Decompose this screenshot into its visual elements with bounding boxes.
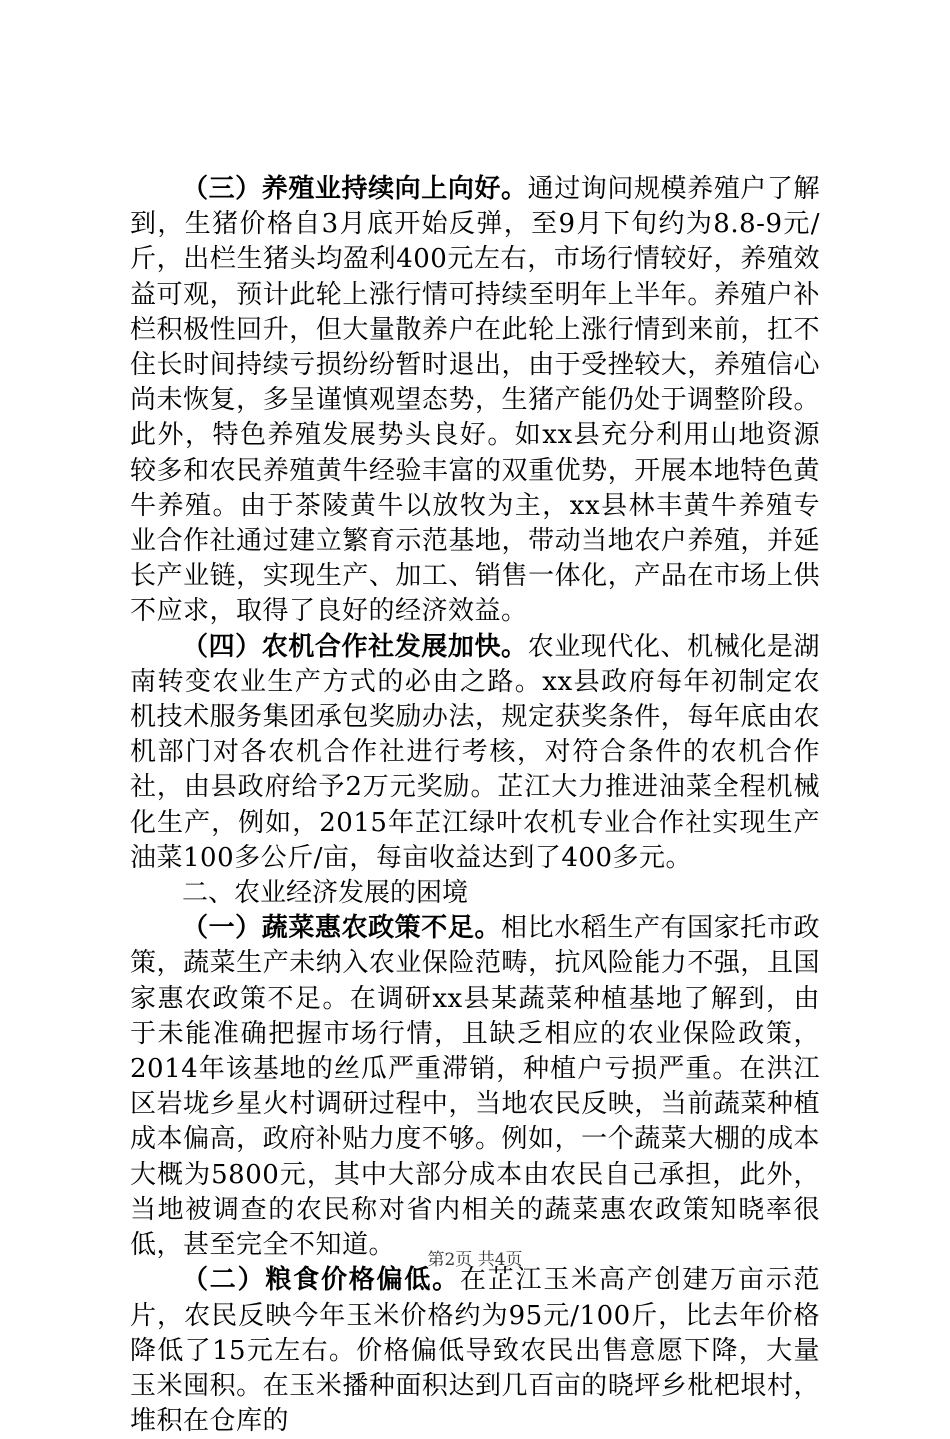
paragraph-lead: （一）蔬菜惠农政策不足。	[182, 913, 502, 944]
paragraph-lead: （三）养殖业持续向上向好。	[182, 174, 528, 204]
paragraph-text: 相比水稻生产有国家托市政策，蔬菜生产未纳入农业保险范畴，抗风险能力不强，且国家惠农政策不足。在调研xx县某蔬菜种植基地了解到，由于未能准确把握市场行情，且缺乏相应的农业保险政策，2014年该基地的丝瓜严重滞销，种植户亏损严重。在洪江区岩垅乡星火村调研过程中，当地农民反映，当前蔬菜种植成本偏高，政府补贴力度不够。例如，一个蔬菜大棚的成本大概为5800元，其中大部分成本由农民自己承担，此外，当地被调查的农民称对省内相关的蔬菜惠农政策知晓率很低，甚至完全不知道。	[130, 913, 820, 1261]
paragraph-livestock	[130, 172, 820, 630]
paragraph-text: 农业现代化、机械化是湖南转变农业生产方式的必由之路。xx县政府每年初制定农机技术服务集团承包奖励办法，规定获奖条件，每年底由农机部门对各农机合作社进行考核，对符合条件的农机合作社，由县政府给予2万元奖励。芷江大力推进油菜全程机械化生产，例如，2015年芷江绿叶农机专业合作社实现生产油菜100多公斤/亩，每亩收益达到了400多元。	[130, 631, 820, 873]
paragraph-grain-price	[130, 1263, 820, 1439]
section-heading: 二、农业经济发展的困境	[182, 878, 469, 909]
paragraph-lead: （四）农机合作社发展加快。	[182, 631, 528, 662]
paragraph-farm-machinery	[130, 630, 820, 876]
paragraph-text: 通过询问规模养殖户了解到，生猪价格自3月底开始反弹，至9月下旬约为8.8-9元/斤，出栏生猪头均盈利400元左右，市场行情较好，养殖效益可观，预计此轮上涨行情可持续至明年上半年。养殖户补栏积极性回升，但大量散养户在此轮上涨行情到来前，扛不住长时间持续亏损纷纷暂时退出，由于受挫较大，养殖信心尚未恢复，多呈谨慎观望态势，生猪产能仍处于调整阶段。此外，特色养殖发展势头良好。如xx县充分利用山地资源较多和农民养殖黄牛经验丰富的双重优势，开展本地特色黄牛养殖。由于茶陵黄牛以放牧为主，xx县林丰黄牛养殖专业合作社通过建立繁育示范基地，带动当地农户养殖，并延长产业链，实现生产、加工、销售一体化，产品在市场上供不应求，取得了良好的经济效益。	[130, 174, 820, 627]
page-number-footer: 第2页 共4页	[427, 1250, 523, 1270]
paragraph-vegetable-policy	[130, 911, 820, 1263]
paragraph-text: 在芷江玉米高产创建万亩示范片，农民反映今年玉米价格约为95元/100斤，比去年价格降低了15元左右。价格偏低导致农民出售意愿下降，大量玉米囤积。在玉米播种面积达到几百亩的晓坪乡枇杷垠村，堆积在仓库的	[130, 1265, 820, 1437]
paragraph-lead: （二）粮食价格偏低。	[182, 1265, 460, 1296]
